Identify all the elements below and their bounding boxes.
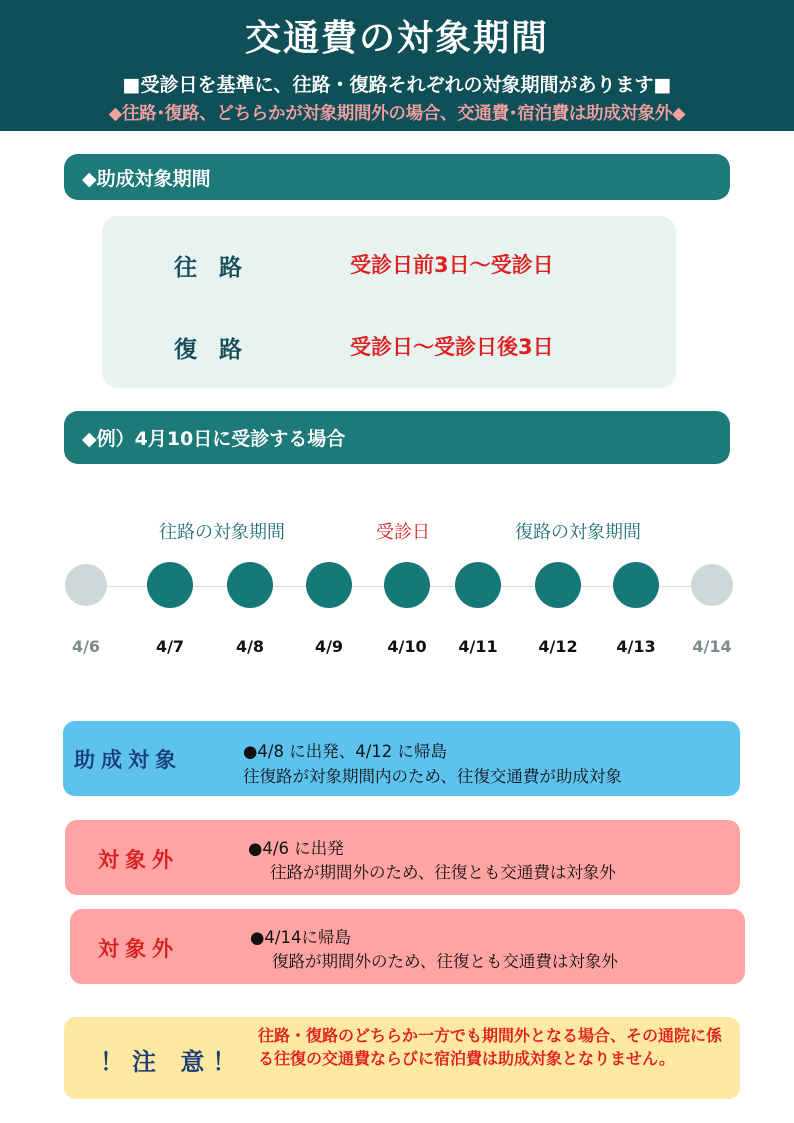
timeline-date: 4/7: [155, 637, 185, 656]
section-heading-example: ◆例）4月10日に受診する場合: [64, 411, 730, 464]
timeline-date: 4/6: [71, 637, 101, 656]
timeline-date: 4/14: [692, 637, 732, 656]
timeline-dot: [455, 562, 501, 608]
timeline-date: 4/13: [616, 637, 656, 656]
notice-label: ！注 意！: [100, 1048, 245, 1076]
period-row-return: [102, 331, 676, 361]
timeline-dot: [691, 564, 733, 606]
case-line-2: 往復路が対象期間内のため、往復交通費が助成対象: [243, 767, 622, 786]
timeline-date: 4/8: [235, 637, 265, 656]
page-warning: ◆往路･復路、どちらかが対象期間外の場合、交通費･宿泊費は助成対象外◆: [108, 104, 686, 124]
timeline-dot: [613, 562, 659, 608]
case-label: 助成対象: [74, 748, 182, 772]
notice-text: 往路・復路のどちらか一方でも期間外となる場合、その通院に係る往復の交通費ならびに宿泊費は助成対象となりません。: [258, 1026, 723, 1068]
timeline-dot: [384, 562, 430, 608]
case-line-1: ●4/14に帰島: [250, 928, 351, 947]
case-card-ineligible-return: [70, 909, 745, 984]
case-line-2: 往路が期間外のため、往復とも交通費は対象外: [270, 863, 616, 882]
timeline-dot: [227, 562, 273, 608]
timeline-date: 4/9: [314, 637, 344, 656]
timeline-return-label: 復路の対象期間: [515, 522, 641, 543]
period-box: [102, 216, 676, 388]
case-card-ineligible-outbound: [65, 820, 740, 895]
case-label: 対象外: [98, 848, 179, 872]
case-line-1: ●4/8 に出発、4/12 に帰島: [243, 742, 447, 761]
case-line-2: 復路が期間外のため、往復とも交通費は対象外: [272, 952, 618, 971]
case-card-eligible: [63, 721, 740, 796]
timeline-dot: [147, 562, 193, 608]
timeline-dot: [65, 564, 107, 606]
timeline-dot: [535, 562, 581, 608]
timeline-exam-label: 受診日: [376, 522, 430, 543]
page-header: [0, 0, 794, 131]
period-value-return: 受診日～受診日後3日: [350, 335, 554, 359]
timeline-date: 4/10: [387, 637, 427, 656]
case-label: 対象外: [98, 937, 179, 961]
timeline-date: 4/11: [458, 637, 498, 656]
period-label-return: 復路: [174, 337, 264, 363]
timeline-date: 4/12: [538, 637, 578, 656]
case-line-1: ●4/6 に出発: [248, 839, 344, 858]
timeline-outbound-label: 往路の対象期間: [159, 522, 285, 543]
period-value-outbound: 受診日前3日～受診日: [350, 253, 554, 277]
timeline-dot: [306, 562, 352, 608]
section-heading-period: ◆助成対象期間: [64, 154, 730, 200]
period-row-outbound: [102, 249, 676, 279]
page-title: 交通費の対象期間: [244, 18, 549, 59]
period-label-outbound: 往路: [174, 255, 264, 281]
page-subtitle: ■受診日を基準に、往路・復路それぞれの対象期間があります■: [122, 74, 672, 96]
